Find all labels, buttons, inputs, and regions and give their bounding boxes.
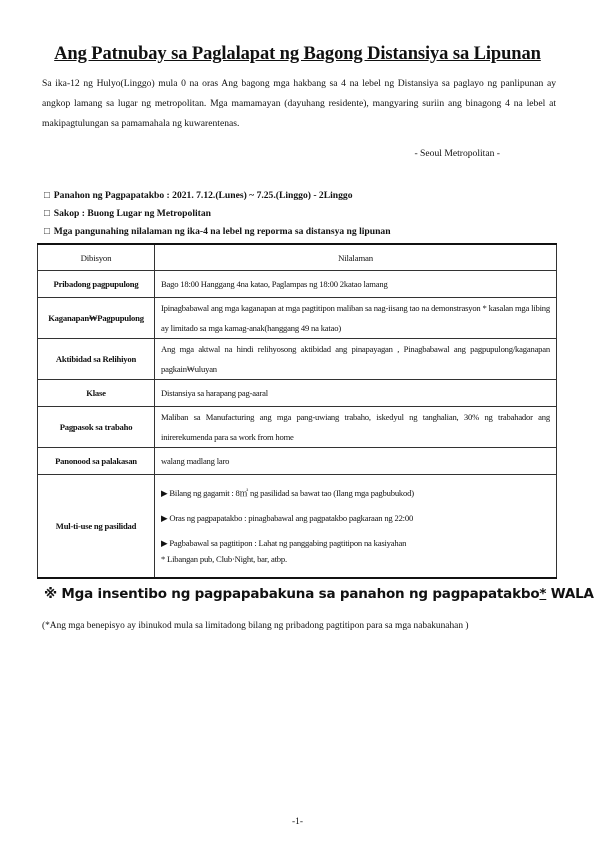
info-contents <box>44 226 391 237</box>
table-header-row <box>38 244 557 271</box>
row-division: Pribadong pagpupulong <box>38 271 155 298</box>
multi-use-note: * Libangan pub, Club·Night, bar, atbp. <box>161 554 287 564</box>
multi-use-line: ▶ Pagbabawal sa pagtitipon : Lahat ng panggabing pagtitipon na kasiyahan <box>161 538 407 548</box>
incentive-suffix: WALA <box>546 586 594 602</box>
row-content: Maliban sa Manufacturing ang mga pang-uwiang trabaho, iskedyul ng tanghalian, 30% ng trabahador ang inirerekumenda para sa work from home <box>155 407 557 448</box>
row-division: Pagpasok sa trabaho <box>38 407 155 448</box>
row-content: Distansiya sa harapang pag-aaral <box>155 380 557 407</box>
row-division: Panonood sa palakasan <box>38 448 155 475</box>
footnote: (*Ang mga benepisyo ay ibinukod mula sa limitadong bilang ng pribadong pagtitipon para sa mga nabakunahan ) <box>42 621 469 631</box>
row-content <box>155 475 557 579</box>
table-row <box>38 407 557 448</box>
incentive-heading <box>44 586 594 602</box>
table-row <box>38 380 557 407</box>
checkbox-square-icon: □ <box>44 208 50 219</box>
page-title: Ang Patnubay sa Paglalapat ng Bagong Distansiya sa Lipunan <box>54 44 541 64</box>
header-content: Nilalaman <box>155 244 557 271</box>
table-row <box>38 298 557 339</box>
row-content: Ipinagbabawal ang mga kaganapan at mga pagtitipon maliban sa nag-iisang tao na demonstrasyon * kasalan mga libing ay limitado sa mga kamag-anak(hanggang 49 na katao) <box>155 298 557 339</box>
table-row <box>38 448 557 475</box>
row-division: Kaganapan₩Pagpupulong <box>38 298 155 339</box>
line-gap <box>161 501 550 510</box>
info-contents-text: Mga pangunahing nilalaman ng ika-4 na lebel ng reporma sa distansya ng lipunan <box>53 226 391 237</box>
checkbox-square-icon: □ <box>44 226 50 237</box>
info-scope <box>44 208 211 219</box>
row-division: Aktibidad sa Relihiyon <box>38 339 155 380</box>
source-attribution: - Seoul Metropolitan - <box>414 148 500 159</box>
line-gap <box>161 526 550 535</box>
row-division: Mul-ti-use ng pasilidad <box>38 475 155 579</box>
checkbox-square-icon: □ <box>44 190 50 201</box>
table-row <box>38 271 557 298</box>
incentive-prefix: ※ Mga insentibo ng pagpapabakuna sa panahon ng pagpapatakbo <box>44 586 540 602</box>
header-division: Dibisyon <box>38 244 155 271</box>
info-period-text: Panahon ng Pagpapatakbo : 2021. 7.12.(Lunes) ~ 7.25.(Linggo) - 2Linggo <box>53 190 353 201</box>
multi-use-line: ▶ Bilang ng gagamit : 8㎡ ng pasilidad sa bawat tao (Ilang mga pagbubukod) <box>161 488 414 498</box>
multi-use-line: ▶ Oras ng pagpapatakbo : pinagbabawal ang pagpatakbo pagkaraan ng 22:00 <box>161 513 414 523</box>
row-content: Bago 18:00 Hanggang 4na katao, Paglampas ng 18:00 2katao lamang <box>155 271 557 298</box>
table-row <box>38 339 557 380</box>
row-content: Ang mga aktwal na hindi relihyosong aktibidad ang pinapayagan , Pinagbabawal ang pagpupulong/kaganapan pagkain₩uluyan <box>155 339 557 380</box>
page-number: -1- <box>292 817 303 827</box>
info-scope-text: Sakop : Buong Lugar ng Metropolitan <box>53 208 211 219</box>
row-division: Klase <box>38 380 155 407</box>
row-content: walang madlang laro <box>155 448 557 475</box>
measures-table <box>37 243 557 579</box>
table-row <box>38 475 557 579</box>
info-period <box>44 190 353 201</box>
intro-paragraph: Sa ika-12 ng Hulyo(Linggo) mula 0 na oras Ang bagong mga hakbang sa 4 na lebel ng Distansiya sa paglayo ng panlipunan ay angkop lamang sa lugar ng metropolitan. Mga mamamayan (dayuhang residente), mangyaring suriin ang binagong 4 na lebel at makipagtulungan sa pamamahala ng kuwarentenas. <box>42 78 556 129</box>
incentive-star: * <box>539 586 547 602</box>
